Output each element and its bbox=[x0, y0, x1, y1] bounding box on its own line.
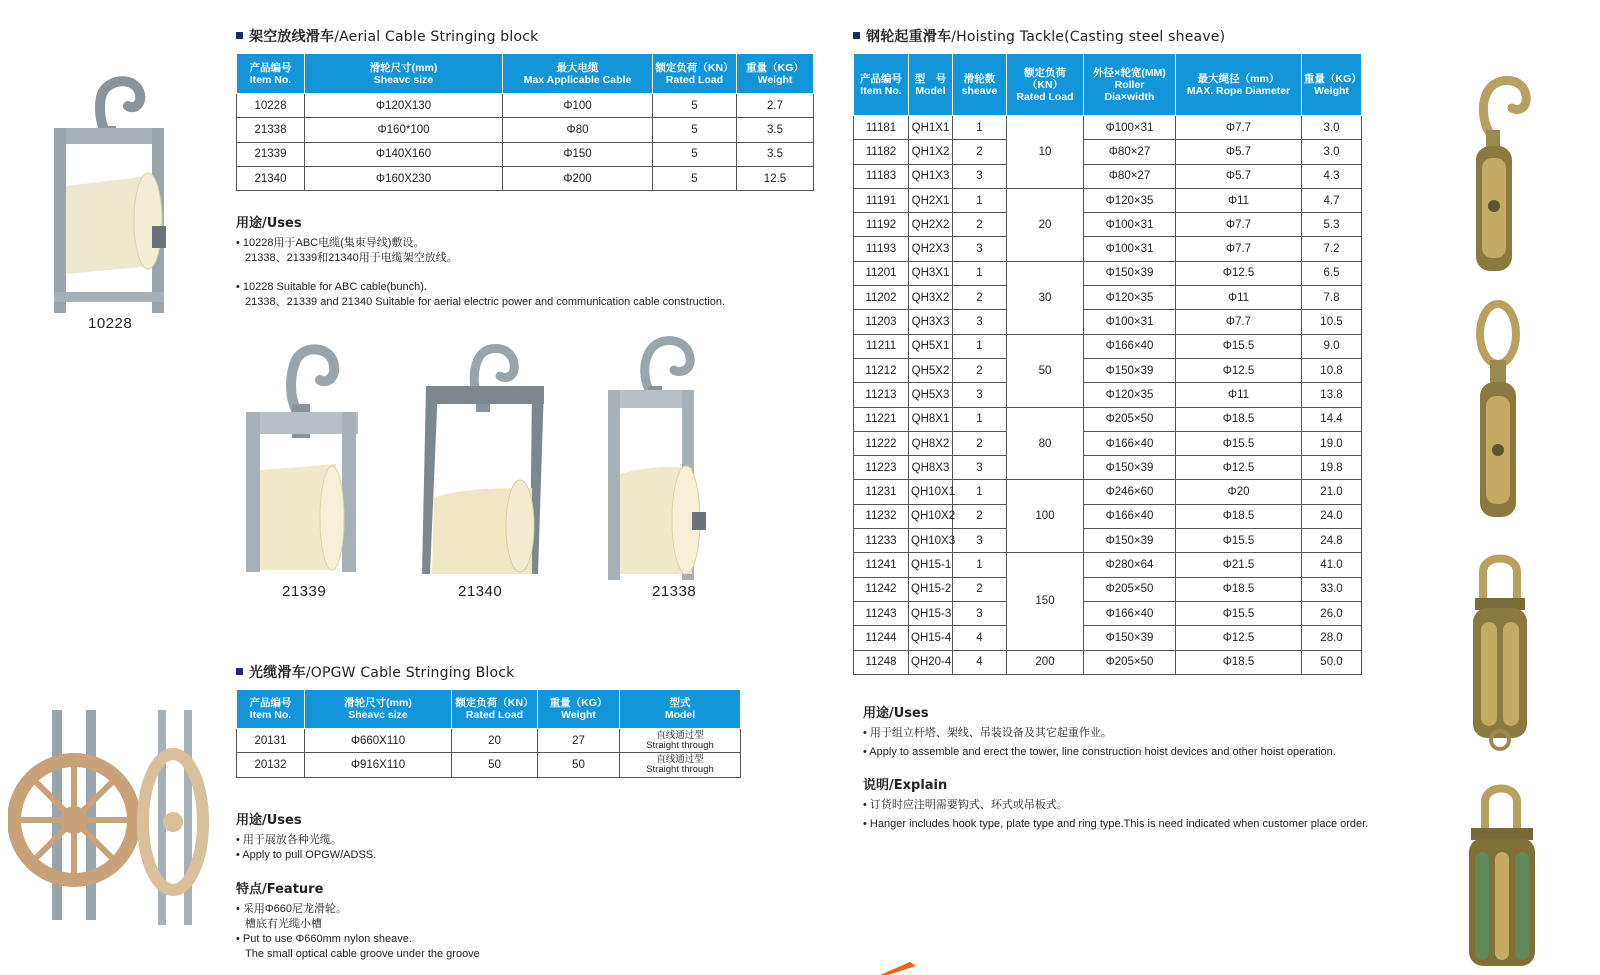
table-cell: QH1X1 bbox=[909, 116, 953, 140]
table-cell: 2 bbox=[953, 431, 1007, 455]
caption-10228: 10228 bbox=[88, 315, 133, 332]
table-cell: Φ200 bbox=[503, 166, 653, 190]
table-cell: 10.8 bbox=[1302, 358, 1362, 382]
product-photo-opgw bbox=[8, 710, 213, 935]
table-cell: 3 bbox=[953, 456, 1007, 480]
table-cell: Φ7.7 bbox=[1176, 116, 1302, 140]
table-cell: 2 bbox=[953, 358, 1007, 382]
table-cell: Φ160X230 bbox=[305, 166, 503, 190]
hoist-spec-table: 产品编号 Item No. 型 号 Model 滑轮数 sheave 额定负荷（KN） Rated Load 外径×轮宽(MM) Roller Dia×width 最大绳径（mm） MAX. Rope Diameter 重量（KG） Weight 11181 QH1X1 1 10 Φ100×31 Φ7.7 3.0 11182 QH1X2 2 Φ80×27 Φ5.7 3.0 11183 QH1X3 3 Φ80×27 Φ5.7 4.3 11191 QH2X1 1 20 Φ120×35 Φ11 4.7 11192 QH2X2 2 Φ100×31 Φ7.7 5.3 11193 QH2X3 3 Φ100×31 Φ7.7 7.2 11201 QH3X1 1 30 Φ150×39 Φ12.5 6.5 11202 QH3X2 2 Φ120×35 Φ11 7.8 11203 QH3X3 3 Φ100×31 Φ7.7 10.5 11211 QH5X1 1 50 Φ166×40 Φ15.5 9.0 11212 QH5X2 2 Φ150×39 Φ12.5 10.8 11213 QH5X3 3 Φ120×35 Φ11 13.8 11221 QH8X1 1 80 Φ205×50 Φ18.5 14.4 11222 QH8X2 2 Φ166×40 Φ15.5 19.0 11223 QH8X3 3 Φ150×39 Φ12.5 19.8 11231 QH10X1 1 100 Φ246×60 Φ20 21.0 11232 QH10X2 2 Φ166×40 Φ18.5 24.0 11233 QH10X3 3 Φ150×39 Φ15.5 24.8 11241 QH15-1 1 150 Φ280×64 Φ21.5 41.0 11242 QH15-2 2 Φ205×50 Φ18.5 33.0 11243 QH15-3 3 Φ166×40 Φ15.5 26.0 11244 QH15-4 4 Φ150×39 Φ12.5 28.0 11248 QH20-4 4 200 Φ205×50 Φ18.5 50.0 bbox=[853, 53, 1362, 675]
table-cell: 2 bbox=[953, 286, 1007, 310]
table-cell: Φ11 bbox=[1176, 286, 1302, 310]
table-row bbox=[854, 456, 1362, 480]
table-cell: 1 bbox=[953, 116, 1007, 140]
table-cell: Φ100×31 bbox=[1084, 310, 1176, 334]
table-cell: QH15-1 bbox=[909, 553, 953, 577]
table-cell: QH10X3 bbox=[909, 529, 953, 553]
opgw-feature: 特点/Feature • 采用Φ660尼龙滑轮。 槽底有光缆小槽 • Put to use Φ660mm nylon sheave. The small optical cable groove under the groove bbox=[236, 882, 480, 960]
table-cell: QH2X1 bbox=[909, 188, 953, 212]
aerial-uses: 用途/Uses • 10228用于ABC电缆(集束导线)敷设。 21338、21339和21340用于电缆架空放线。 • 10228 Suitable for ABC cable(bunch). 21338、21339 and 21340 Suitable for aerial electric power and communication cable construction. bbox=[236, 216, 726, 308]
table-cell: 11191 bbox=[854, 188, 909, 212]
table-cell: Φ166×40 bbox=[1084, 504, 1176, 528]
table-row bbox=[854, 407, 1362, 431]
table-row bbox=[237, 142, 814, 166]
table-cell: Φ150×39 bbox=[1084, 261, 1176, 285]
table-cell: QH1X2 bbox=[909, 140, 953, 164]
table-cell: 11203 bbox=[854, 310, 909, 334]
table-cell: 7.2 bbox=[1302, 237, 1362, 261]
table-cell: QH2X2 bbox=[909, 213, 953, 237]
hoist-photo-shackle bbox=[1455, 550, 1550, 755]
caption-21339: 21339 bbox=[282, 583, 327, 600]
table-cell: Φ7.7 bbox=[1176, 310, 1302, 334]
table-cell: 11231 bbox=[854, 480, 909, 504]
table-cell: 1 bbox=[953, 188, 1007, 212]
table-cell: 26.0 bbox=[1302, 601, 1362, 625]
table-row bbox=[854, 310, 1362, 334]
col-max-cable: 最大电缆 Max Applicable Cable bbox=[503, 54, 653, 94]
table-cell: Φ120×35 bbox=[1084, 286, 1176, 310]
table-cell: Φ18.5 bbox=[1176, 504, 1302, 528]
table-row bbox=[854, 480, 1362, 504]
table-cell: QH15-3 bbox=[909, 601, 953, 625]
product-photo-21340 bbox=[420, 338, 550, 583]
col-item-no: 产品编号 Item No. bbox=[237, 54, 305, 94]
table-cell: Φ120×35 bbox=[1084, 188, 1176, 212]
table-row bbox=[854, 164, 1362, 188]
table-cell: QH3X3 bbox=[909, 310, 953, 334]
rated-load-cell: 30 bbox=[1007, 261, 1084, 334]
table-cell: QH1X3 bbox=[909, 164, 953, 188]
table-cell: 12.5 bbox=[737, 166, 814, 190]
table-cell: 6.5 bbox=[1302, 261, 1362, 285]
table-cell: 13.8 bbox=[1302, 383, 1362, 407]
table-row bbox=[854, 358, 1362, 382]
table-cell: 2 bbox=[953, 140, 1007, 164]
table-cell: QH5X2 bbox=[909, 358, 953, 382]
rated-load-cell: 100 bbox=[1007, 480, 1084, 553]
table-cell: Φ160*100 bbox=[305, 118, 503, 142]
table-cell: 24.0 bbox=[1302, 504, 1362, 528]
table-cell: 3.0 bbox=[1302, 116, 1362, 140]
table-cell: QH5X1 bbox=[909, 334, 953, 358]
table-cell: QH8X1 bbox=[909, 407, 953, 431]
table-cell: 3.5 bbox=[737, 142, 814, 166]
table-row bbox=[854, 650, 1362, 674]
table-cell: 4.3 bbox=[1302, 164, 1362, 188]
table-cell: 20 bbox=[452, 729, 538, 753]
table-cell: Φ11 bbox=[1176, 383, 1302, 407]
table-cell: 11192 bbox=[854, 213, 909, 237]
table-cell: QH20-4 bbox=[909, 650, 953, 674]
table-cell: 24.8 bbox=[1302, 529, 1362, 553]
table-cell: 2 bbox=[953, 213, 1007, 237]
hoist-photo-shackle-triple bbox=[1455, 780, 1550, 970]
table-cell: 7.8 bbox=[1302, 286, 1362, 310]
table-cell: 11248 bbox=[854, 650, 909, 674]
table-cell: 1 bbox=[953, 334, 1007, 358]
table-cell: Φ15.5 bbox=[1176, 601, 1302, 625]
table-cell: 4.7 bbox=[1302, 188, 1362, 212]
table-cell: 11244 bbox=[854, 626, 909, 650]
table-row bbox=[237, 753, 741, 777]
bullet-square bbox=[236, 32, 243, 39]
table-cell: 1 bbox=[953, 261, 1007, 285]
hoist-photo-hook bbox=[1458, 66, 1548, 276]
table-cell: 2.7 bbox=[737, 94, 814, 118]
table-cell: QH10X1 bbox=[909, 480, 953, 504]
table-cell: 5.3 bbox=[1302, 213, 1362, 237]
table-cell: 50 bbox=[538, 753, 620, 777]
col-rated-load: 额定负荷（KN） Rated Load bbox=[653, 54, 737, 94]
table-cell: 9.0 bbox=[1302, 334, 1362, 358]
table-cell: 50 bbox=[452, 753, 538, 777]
table-cell: Φ18.5 bbox=[1176, 407, 1302, 431]
rated-load-cell: 150 bbox=[1007, 553, 1084, 650]
table-cell: Φ100×31 bbox=[1084, 237, 1176, 261]
table-cell: Φ5.7 bbox=[1176, 140, 1302, 164]
table-cell: Φ150×39 bbox=[1084, 358, 1176, 382]
hoist-section-title: 钢轮起重滑车/Hoisting Tackle(Casting steel sheave) bbox=[853, 26, 1225, 46]
table-cell: 5 bbox=[653, 166, 737, 190]
table-cell: Φ15.5 bbox=[1176, 529, 1302, 553]
table-cell: Φ120×35 bbox=[1084, 383, 1176, 407]
table-cell: 11243 bbox=[854, 601, 909, 625]
table-cell: 3 bbox=[953, 601, 1007, 625]
rated-load-cell: 80 bbox=[1007, 407, 1084, 480]
table-cell: 1 bbox=[953, 407, 1007, 431]
table-cell: Φ21.5 bbox=[1176, 553, 1302, 577]
opgw-spec-table: 产品编号 Item No. 滑轮尺寸(mm) Sheavc size 额定负荷（KN） Rated Load 重量（KG） Weight 型式 Model 20131 Φ660X110 20 27 直线通过型 Straight through 20132 Φ916X110 50 50 直线通过型 Straight through bbox=[236, 689, 741, 778]
col-weight: 重量（KG） Weight bbox=[737, 54, 814, 94]
aerial-section-title: 架空放线滑车/Aerial Cable Stringing block bbox=[236, 26, 538, 46]
hoist-explain: 说明/Explain • 订货时应注明需要钩式、环式或吊板式。 • Hanger includes hook type, plate type and ring type.This is need indicated when customer place order. bbox=[863, 778, 1369, 830]
table-cell: 28.0 bbox=[1302, 626, 1362, 650]
aerial-spec-table bbox=[236, 53, 814, 191]
table-row bbox=[854, 504, 1362, 528]
table-cell: 11221 bbox=[854, 407, 909, 431]
table-cell: 2 bbox=[953, 577, 1007, 601]
table-cell: 27 bbox=[538, 729, 620, 753]
table-cell: 1 bbox=[953, 480, 1007, 504]
col-sheave-size: 滑轮尺寸(mm) Sheavc size bbox=[305, 54, 503, 94]
table-cell: QH15-2 bbox=[909, 577, 953, 601]
table-cell: 11181 bbox=[854, 116, 909, 140]
table-cell: Φ150×39 bbox=[1084, 626, 1176, 650]
table-cell: Φ140X160 bbox=[305, 142, 503, 166]
rated-load-cell: 20 bbox=[1007, 188, 1084, 261]
table-cell: 21338 bbox=[237, 118, 305, 142]
table-row bbox=[854, 116, 1362, 140]
table-cell: 10.5 bbox=[1302, 310, 1362, 334]
opgw-uses: 用途/Uses • 用于展放各种光缆。 • Apply to pull OPGW/ADSS. bbox=[236, 813, 377, 861]
table-cell: 11233 bbox=[854, 529, 909, 553]
caption-21340: 21340 bbox=[458, 583, 503, 600]
table-cell: QH8X2 bbox=[909, 431, 953, 455]
table-cell: 19.8 bbox=[1302, 456, 1362, 480]
table-cell: 11222 bbox=[854, 431, 909, 455]
table-cell: 11193 bbox=[854, 237, 909, 261]
table-cell: Φ80 bbox=[503, 118, 653, 142]
table-cell: 11211 bbox=[854, 334, 909, 358]
table-row bbox=[237, 94, 814, 118]
table-row bbox=[854, 261, 1362, 285]
table-cell: 21339 bbox=[237, 142, 305, 166]
table-cell: 21.0 bbox=[1302, 480, 1362, 504]
table-cell: 3 bbox=[953, 310, 1007, 334]
table-row bbox=[854, 286, 1362, 310]
table-cell: 19.0 bbox=[1302, 431, 1362, 455]
table-cell: QH3X1 bbox=[909, 261, 953, 285]
table-row bbox=[854, 213, 1362, 237]
table-cell: 10228 bbox=[237, 94, 305, 118]
table-cell: 1 bbox=[953, 553, 1007, 577]
table-cell: QH8X3 bbox=[909, 456, 953, 480]
table-row bbox=[854, 431, 1362, 455]
model-cell: 直线通过型 Straight through bbox=[620, 753, 741, 777]
table-row bbox=[854, 140, 1362, 164]
table-cell: 14.4 bbox=[1302, 407, 1362, 431]
table-cell: 11223 bbox=[854, 456, 909, 480]
table-cell: Φ12.5 bbox=[1176, 456, 1302, 480]
table-cell: Φ166×40 bbox=[1084, 601, 1176, 625]
table-row bbox=[854, 334, 1362, 358]
caption-21338: 21338 bbox=[652, 583, 697, 600]
table-cell: 11183 bbox=[854, 164, 909, 188]
table-cell: 11241 bbox=[854, 553, 909, 577]
table-cell: Φ7.7 bbox=[1176, 237, 1302, 261]
bullet-square bbox=[853, 32, 860, 39]
table-cell: Φ12.5 bbox=[1176, 358, 1302, 382]
table-cell: Φ150×39 bbox=[1084, 456, 1176, 480]
table-cell: 11202 bbox=[854, 286, 909, 310]
table-cell: 3 bbox=[953, 529, 1007, 553]
table-row bbox=[854, 577, 1362, 601]
table-cell: 4 bbox=[953, 650, 1007, 674]
table-cell: 5 bbox=[653, 118, 737, 142]
table-cell: 20132 bbox=[237, 753, 305, 777]
table-cell: 11182 bbox=[854, 140, 909, 164]
table-cell: 11201 bbox=[854, 261, 909, 285]
table-cell: Φ280×64 bbox=[1084, 553, 1176, 577]
model-cell: 直线通过型 Straight through bbox=[620, 729, 741, 753]
hoist-photo-ring bbox=[1458, 300, 1548, 525]
table-cell: Φ18.5 bbox=[1176, 577, 1302, 601]
table-row bbox=[854, 601, 1362, 625]
table-cell: 3.5 bbox=[737, 118, 814, 142]
table-cell: Φ100×31 bbox=[1084, 213, 1176, 237]
product-photo-10228 bbox=[40, 66, 180, 316]
product-photo-21338 bbox=[608, 334, 723, 584]
table-cell: 5 bbox=[653, 94, 737, 118]
hoist-uses: 用途/Uses • 用于组立杆塔、架线、吊装设备及其它起重作业。 • Apply to assemble and erect the tower, line construction hoist devices and other hoist operation. bbox=[863, 706, 1336, 758]
table-cell: QH2X3 bbox=[909, 237, 953, 261]
rated-load-cell: 10 bbox=[1007, 116, 1084, 189]
table-row bbox=[237, 118, 814, 142]
table-cell: Φ11 bbox=[1176, 188, 1302, 212]
table-cell: 2 bbox=[953, 504, 1007, 528]
table-cell: 20131 bbox=[237, 729, 305, 753]
table-cell: Φ150×39 bbox=[1084, 529, 1176, 553]
product-photo-21339 bbox=[244, 338, 364, 583]
table-cell: Φ660X110 bbox=[305, 729, 452, 753]
table-cell: 5 bbox=[653, 142, 737, 166]
table-cell: Φ205×50 bbox=[1084, 577, 1176, 601]
table-cell: 3 bbox=[953, 383, 1007, 407]
table-cell: Φ15.5 bbox=[1176, 431, 1302, 455]
table-cell: QH15-4 bbox=[909, 626, 953, 650]
table-cell: Φ80×27 bbox=[1084, 164, 1176, 188]
table-row bbox=[854, 383, 1362, 407]
table-cell: Φ5.7 bbox=[1176, 164, 1302, 188]
table-cell: QH5X3 bbox=[909, 383, 953, 407]
table-cell: 3 bbox=[953, 164, 1007, 188]
table-cell: Φ166×40 bbox=[1084, 431, 1176, 455]
table-cell: 11242 bbox=[854, 577, 909, 601]
table-row bbox=[237, 729, 741, 753]
table-cell: Φ80×27 bbox=[1084, 140, 1176, 164]
table-cell: 21340 bbox=[237, 166, 305, 190]
table-cell: Φ205×50 bbox=[1084, 650, 1176, 674]
table-cell: Φ166×40 bbox=[1084, 334, 1176, 358]
table-cell: Φ916X110 bbox=[305, 753, 452, 777]
table-row bbox=[854, 626, 1362, 650]
table-cell: Φ7.7 bbox=[1176, 213, 1302, 237]
table-cell: Φ18.5 bbox=[1176, 650, 1302, 674]
rated-load-cell: 50 bbox=[1007, 334, 1084, 407]
table-cell: Φ205×50 bbox=[1084, 407, 1176, 431]
table-row bbox=[237, 166, 814, 190]
table-cell: Φ15.5 bbox=[1176, 334, 1302, 358]
table-cell: Φ12.5 bbox=[1176, 261, 1302, 285]
table-cell: 33.0 bbox=[1302, 577, 1362, 601]
table-cell: Φ120X130 bbox=[305, 94, 503, 118]
table-cell: Φ100×31 bbox=[1084, 116, 1176, 140]
table-cell: 50.0 bbox=[1302, 650, 1362, 674]
rated-load-cell: 200 bbox=[1007, 650, 1084, 674]
table-cell: 4 bbox=[953, 626, 1007, 650]
table-cell: Φ20 bbox=[1176, 480, 1302, 504]
table-cell: 11232 bbox=[854, 504, 909, 528]
decorative-orange-accent bbox=[880, 960, 920, 975]
table-cell: 11213 bbox=[854, 383, 909, 407]
table-cell: Φ100 bbox=[503, 94, 653, 118]
table-cell: 11212 bbox=[854, 358, 909, 382]
table-cell: QH10X2 bbox=[909, 504, 953, 528]
table-cell: 3 bbox=[953, 237, 1007, 261]
table-row bbox=[854, 529, 1362, 553]
table-row bbox=[854, 188, 1362, 212]
table-row bbox=[854, 237, 1362, 261]
table-cell: 41.0 bbox=[1302, 553, 1362, 577]
table-cell: 3.0 bbox=[1302, 140, 1362, 164]
table-cell: Φ12.5 bbox=[1176, 626, 1302, 650]
table-cell: Φ246×60 bbox=[1084, 480, 1176, 504]
opgw-section-title: 光缆滑车/OPGW Cable Stringing Block bbox=[236, 662, 514, 682]
table-cell: QH3X2 bbox=[909, 286, 953, 310]
table-row bbox=[854, 553, 1362, 577]
bullet-square bbox=[236, 668, 243, 675]
table-cell: Φ150 bbox=[503, 142, 653, 166]
